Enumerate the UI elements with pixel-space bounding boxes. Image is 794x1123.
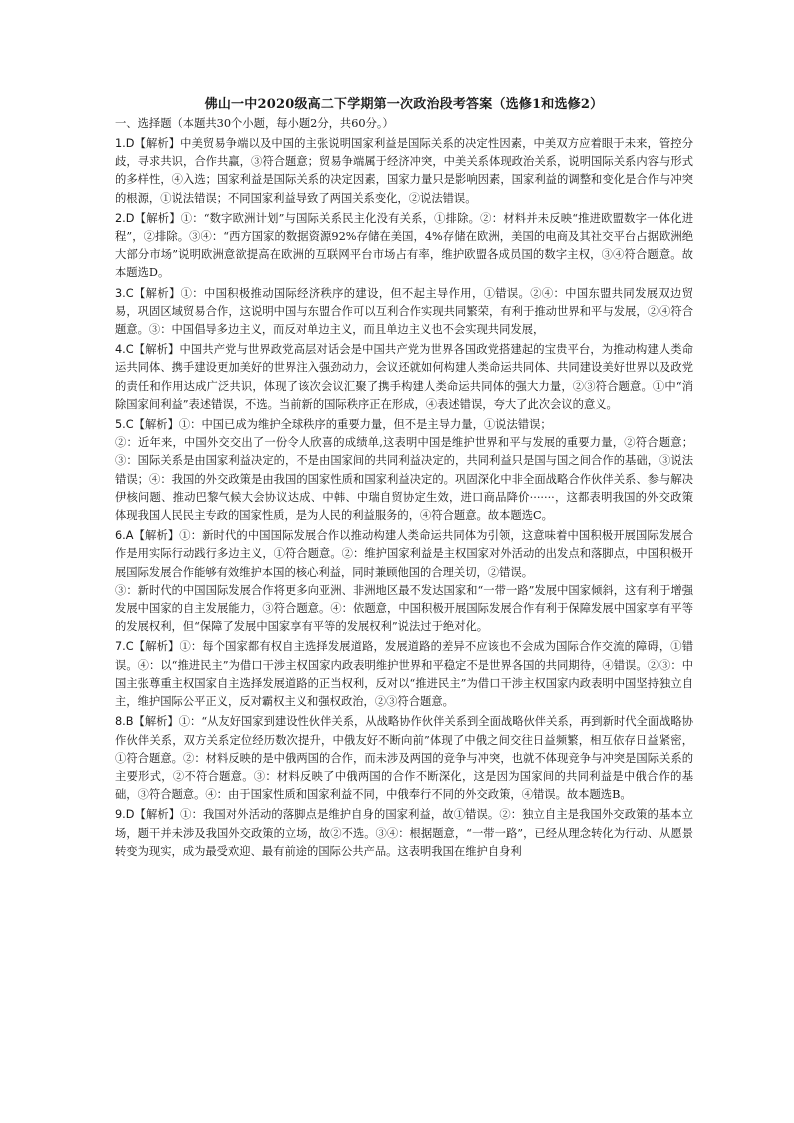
answer-explanation-continued xyxy=(115,434,693,525)
answer-number: 7.C xyxy=(115,640,134,654)
answer-number: 5.C xyxy=(115,418,134,432)
answer-text: 【解析】①：我国对外活动的落脚点是维护自身的国家利益，故①错误。②：独立自主是我国外交政策的基本立场，题干并未涉及我国外交政策的立场，故②不选。③④：根据题意，“一带一路”，已经从理念转化为行动、从愿景转变为现实，成为最受欢迎、最有前途的国际公共产品。这表明我国在维护自身利 xyxy=(115,808,693,858)
answer-text: ③：新时代的中国国际发展合作将更多向亚洲、非洲地区最不发达国家和“一带一路”发展中国家倾斜，这有利于增强发展中国家的自主发展能力，③符合题意。④：依题意，中国积极开展国际发展合作有利于保障发展中国家享有平等的发展权利，但“保障了发展中国家享有平等的发展权利”说法过于绝对化。 xyxy=(115,583,693,634)
answer-number: 1.D xyxy=(115,137,135,150)
answer-explanation xyxy=(115,341,693,414)
answer-text: 【解析】中国共产党与世界政党高层对话会是中国共产党为世界各国政党搭建起的宝贵平台，为推动构建人类命运共同体、携手建设更加美好的世界注入强劲动力，会议还就如何构建人类命运共同体、共同建设美好世界以及政党的责任和作用达成广泛共识，体现了该次会议汇聚了携手构建人类命运共同体的强大力量，②③符合题意。①中“消除国家间利益”表述错误，不选。当前新的国际秩序正在形成，④表述错误，夸大了此次会议的意义。 xyxy=(115,343,693,411)
answer-explanation xyxy=(115,638,693,711)
answer-number: 2.D xyxy=(115,211,135,225)
answer-sheet xyxy=(115,96,693,863)
answer-item xyxy=(115,285,693,340)
answer-explanation-continued xyxy=(115,582,693,637)
section-header: 一、选择题（本题共30个小题，每小题2分，共60分。） xyxy=(115,117,394,130)
answer-explanation xyxy=(115,713,693,804)
answer-number: 8.B xyxy=(115,715,134,729)
answer-explanation xyxy=(115,806,693,861)
answer-text: ②：近年来，中国外交交出了一份令人欣喜的成绩单,这表明中国是维护世界和平与发展的重要力量，②符合题意；③：国际关系是由国家利益决定的，不是由国家间的共同利益决定的，共同利益只是国与国之间合作的基础，③说法错误；④：我国的外交政策是由我国的国家性质和国家利益决定的。巩固深化中非全面战略合作伙伴关系、参与解决伊核问题、推动巴黎气候大会协议达成、中韩、中瑞自贸协定生效，进口商品降价·······，这都表明我国的外交政策体现我国人民民主专政的国家性质，是为人民的利益服务的，④符合题意。故本题选C。 xyxy=(115,436,693,523)
answer-item xyxy=(115,527,693,636)
answer-number: 3.C xyxy=(115,286,134,300)
answer-number: 4.C xyxy=(115,343,134,357)
answer-item xyxy=(115,713,693,804)
answer-text: 【解析】①：“从友好国家到建设性伙伴关系，从战略协作伙伴关系到全面战略伙伴关系，再到新时代全面战略协作伙伴关系，双方关系定位经历数次提升，中俄友好不断向前”体现了中俄之间交往日益频繁，相互依存日益紧密，①符合题意。②：材料反映的是中俄两国的合作，而未涉及两国的竞争与冲突，也就不体现竞争与冲突是国际关系的主要形式，②不符合题意。③：材料反映了中俄两国的合作不断深化，这是因为国家间的共同利益是中俄合作的基础，③符合题意。④：由于国家性质和国家利益不同，中俄奉行不同的外交政策，④错误。故本题选B。 xyxy=(115,715,693,802)
answer-item xyxy=(115,416,693,525)
answer-list xyxy=(115,135,693,861)
answer-text: 【解析】①：每个国家都有权自主选择发展道路，发展道路的差异不应该也不会成为国际合作交流的障碍，①错误。④：以“推进民主”为借口干涉主权国家内政表明维护世界和平稳定不是世界各国的共同期待，④错误。②③：中国主张尊重主权国家自主选择发展道路的正当权利，反对以“推进民主”为借口干涉主权国家内政表明中国坚持独立自主，维护国际公平正义，反对霸权主义和强权政治，②③符合题意。 xyxy=(115,640,693,709)
answer-item xyxy=(115,638,693,711)
answer-number: 9.D xyxy=(115,808,135,822)
answer-item xyxy=(115,210,693,283)
answer-explanation xyxy=(115,135,693,208)
answer-explanation xyxy=(115,210,693,283)
answer-explanation xyxy=(115,527,693,582)
answer-explanation xyxy=(115,285,693,340)
answer-item xyxy=(115,806,693,861)
answer-item xyxy=(115,341,693,414)
answer-number: 6.A xyxy=(115,529,134,543)
answer-text: 【解析】①：中国积极推动国际经济秩序的建设，但不起主导作用，①错误。②④：中国东盟共同发展双边贸易，巩固区域贸易合作，这说明中国与东盟合作可以互利合作实现共同繁荣，有利于推动世界和平与发展，②④符合题意。③：中国倡导多边主义，而反对单边主义，而且单边主义也不会实现共同发展， xyxy=(115,286,693,337)
answer-item xyxy=(115,135,693,208)
answer-text: 【解析】中美贸易争端以及中国的主张说明国家利益是国际关系的决定性因素，中美双方应着眼于未来，管控分歧，寻求共识，合作共赢，③符合题意；贸易争端属于经济冲突，中美关系体现政治关系，说明国际关系内容与形式的多样性，④入选；国家利益是国际关系的决定因素，国家力量只是影响因素，国家利益的调整和变化是合作与冲突的根源，①说法错误；不同国家利益导致了两国关系变化，②说法错误。 xyxy=(115,137,693,205)
answer-text: 【解析】①：新时代的中国国际发展合作以推动构建人类命运共同体为引领，这意味着中国积极开展国际发展合作是用实际行动践行多边主义，①符合题意。②：维护国家利益是主权国家对外活动的出发点和落脚点，中国积极开展国际发展合作能够有效维护本国的核心利益，同时兼顾他国的合理关切，②错误。 xyxy=(115,529,693,579)
answer-text: 【解析】①：中国已成为维护全球秩序的重要力量，但不是主导力量，①说法错误； xyxy=(133,418,552,432)
answer-explanation xyxy=(115,416,693,434)
page-title: 佛山一中2020级高二下学期第一次政治段考答案（选修1和选修2） xyxy=(204,97,604,112)
answer-text: 【解析】①：“数字欧洲计划”与国际关系民主化没有关系，①排除。②：材料并未反映“推进欧盟数字一体化进程”，②排除。③④：“西方国家的数据资源92%存储在美国，4%存储在欧洲，美国的电商及其社交平台占据欧洲绝大部分市场”说明欧洲意欲提高在欧洲的互联网平台市场占有率，维护欧盟各成员国的数字主权，③④符合题意。故本题选D。 xyxy=(115,211,693,280)
